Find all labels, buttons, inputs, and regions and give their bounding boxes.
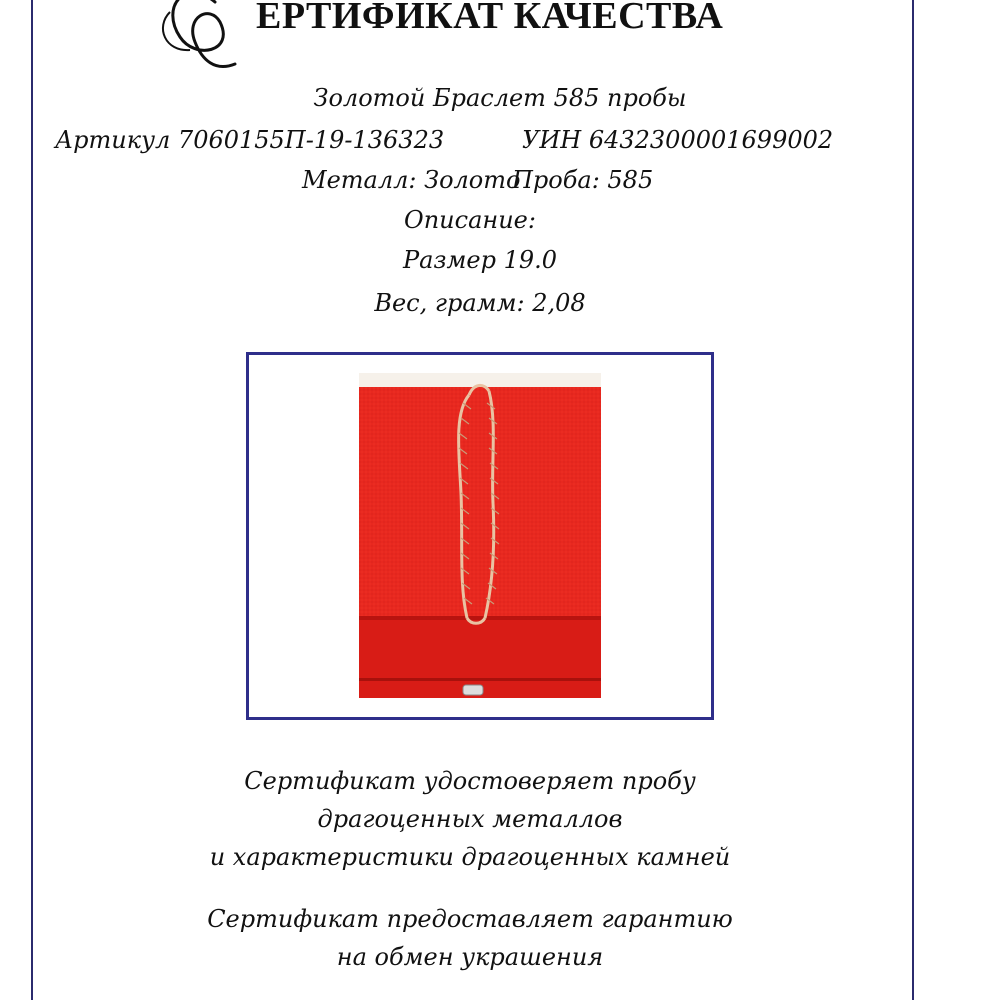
article-number: Артикул 7060155П-19-136323 [55,126,445,154]
statement-1-line-3: и характеристики драгоценных камней [209,843,731,871]
size-info: Размер 19.0 [402,246,558,274]
statement-1-line-1: Сертификат удостоверяет пробу [244,767,696,795]
assay-info: Проба: 585 [512,166,654,194]
product-photo-frame [246,352,714,720]
uin-number: УИН 6432300001699002 [522,126,834,154]
certificate-title: ЕРТИФИКАТ КАЧЕСТВА [256,0,724,37]
product-name: Золотой Браслет 585 пробы [313,84,687,112]
certificate-statement-1 [0,762,940,876]
statement-1-line-2: драгоценных металлов [317,805,623,833]
metal-info: Металл: Золото [302,166,521,194]
certificate-statement-2 [0,900,940,976]
statement-2-line-1: Сертификат предоставляет гарантию [207,905,733,933]
description-label: Описание: [404,206,536,234]
monogram-logo [140,0,250,77]
product-photo [359,373,601,698]
weight-info: Вес, грамм: 2,08 [374,289,586,317]
statement-2-line-2: на обмен украшения [336,943,604,971]
